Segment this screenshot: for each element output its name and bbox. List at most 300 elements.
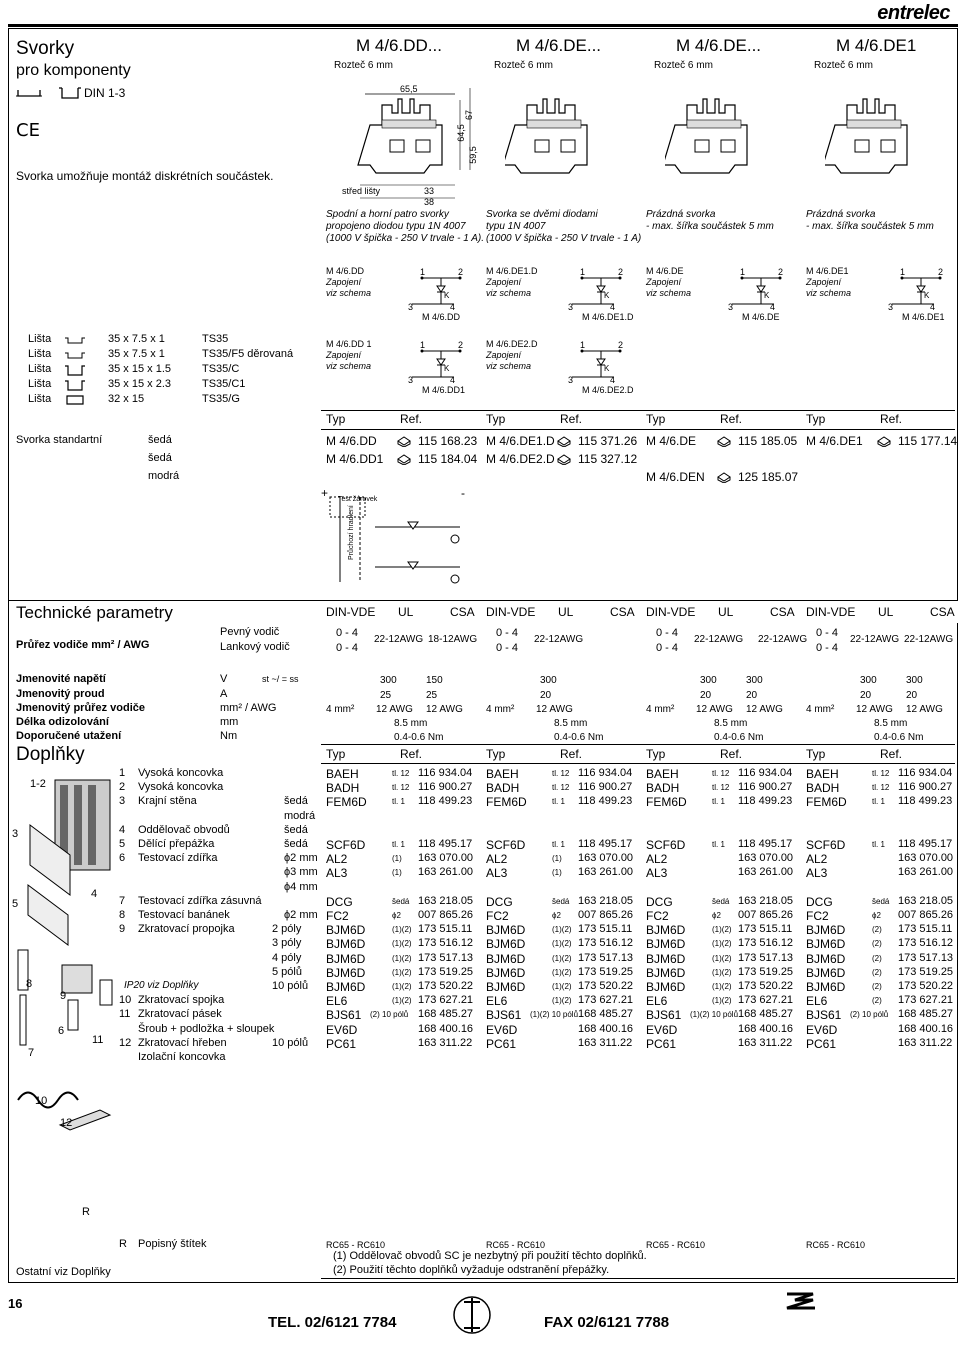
acc-type: FEM6D [806,795,847,810]
acc-type: FEM6D [326,795,367,810]
acc-type: FEM6D [646,795,687,810]
acc-qualifier: (2) [872,953,882,963]
acc-qualifier: (2) [872,996,882,1006]
param-value: 12 AWG [536,704,573,715]
acc-ref: 173 520.22 [418,980,474,992]
terminal-drawing-de1 [825,80,945,180]
param-extra: st ~/ = ss [262,674,299,684]
acc-qualifier: (2) [872,925,882,935]
param-value: 25 [426,690,438,701]
svg-text:2: 2 [618,267,624,277]
color-label: šedá [148,452,172,464]
column-description: Spodní a horní patro svorky [326,209,449,220]
acc-title: Doplňky [16,744,85,765]
acc-ref: 173 517.13 [738,951,794,964]
acc-qualifier: (1)(2) [392,982,412,991]
awg-range: 22-12AWG [904,634,954,645]
svg-text:3: 3 [728,302,734,312]
acc-name: Zkratovací propojka [138,923,235,936]
tech-head-dinvde: DIN-VDE [326,605,376,619]
acc-ref: 116 934.04 [898,767,953,779]
scheme-connection: Zapojení [646,277,682,287]
acc-ref: 168 400.16 [738,1022,794,1035]
acc-ref: 118 495.17 [418,838,473,850]
acc-type: BJM6D [806,937,846,952]
param-value: 300 [380,675,397,686]
acc-ref: 173 515.11 [418,923,473,936]
ref-header: Ref. [880,747,903,761]
svg-text:K: K [604,291,610,300]
rail-type: TS35/C1 [202,378,246,390]
accessory-drawing [10,770,120,1170]
param-value: 20 [700,690,712,701]
acc-qualifier: (1) [552,854,562,864]
param-value: 8.5 mm [874,718,908,729]
test-blocking-label: Průchozí hradlení [348,505,355,560]
acc-type: BJM6D [646,923,686,938]
acc-qualifier: (1)(2) [392,967,412,977]
typ-header: Typ [486,747,506,761]
acc-ref: 173 519.25 [578,965,634,978]
acc-qualifier: (2) 10 pólů [850,1010,889,1020]
acc-number: 6 [119,852,126,865]
acc-type: BJM6D [486,980,526,994]
tech-head-ul: UL [718,605,734,619]
acc-variant: 3 póly [272,937,302,950]
drawing-number: 6 [58,1025,65,1037]
column-title: M 4/6.DE... [676,36,762,55]
acc-type: SCF6D [326,838,366,852]
acc-type: DCG [326,894,353,909]
standard-type: M 4/6.DEN [646,470,705,484]
acc-type: AL3 [326,866,348,881]
color-label: šedá [148,434,172,446]
acc-type: BJM6D [326,980,366,994]
svg-text:K: K [444,364,450,373]
entrelec-mark-icon [783,1290,819,1312]
rail-name: Lišta [28,378,52,390]
acc-ref: 173 515.11 [738,923,793,936]
standard-ref: 115 327.12 [578,452,638,466]
standard-ref: 115 177.14 [898,434,958,448]
acc-type: BJM6D [806,951,846,966]
acc-type: BJM6D [646,937,686,952]
acc-ref: 007 865.26 [418,909,474,921]
param-label: Jmenovité napětí [16,673,106,685]
label-code: RC65 - RC610 [486,1240,546,1250]
scheme-see: viz schema [646,288,692,298]
acc-type: BADH [326,781,360,796]
param-value: 0.4-0.6 Nm [554,732,604,743]
param-value: 20 [860,690,872,701]
acc-type: AL3 [806,866,828,881]
acc-ref: 118 499.23 [898,795,953,808]
svg-text:K: K [764,291,770,300]
phone: TEL. 02/6121 7784 [268,1314,397,1331]
rail-icons [16,86,86,103]
svg-text:4: 4 [930,302,936,312]
acc-ref: 163 070.00 [898,852,954,865]
scheme-connection: Zapojení [326,350,362,360]
acc-variant: šedá [284,823,308,836]
acc-ref: 173 515.11 [898,923,953,936]
acc-type: PC61 [486,1036,517,1051]
stranded-wire-label: Lankový vodič [220,641,290,653]
acc-qualifier: (1)(2) [552,953,572,963]
param-value: 12 AWG [856,704,893,715]
acc-ref: 168 485.27 [738,1008,794,1021]
acc-ref: 118 495.17 [898,838,953,850]
range-stranded: 0 - 4 [336,642,359,654]
label-code: RC65 - RC610 [646,1240,706,1250]
acc-ref: 173 517.13 [418,951,474,964]
scheme-label: M 4/6.DD1 [422,385,466,395]
acc-type: SCF6D [806,838,846,852]
acc-type: BAEH [806,767,839,781]
param-value: 4 mm² [486,704,515,715]
acc-type: AL2 [486,852,508,867]
param-value: 12 AWG [906,704,943,715]
acc-variant: ϕ4 mm [284,880,318,893]
acc-type: BADH [806,781,840,796]
acc-type: EV6D [806,1022,838,1037]
standard-type: M 4/6.DD [326,434,377,448]
param-value: 300 [540,675,557,686]
acc-qualifier: tl. 12 [712,783,730,793]
awg-range: 22-12AWG [758,634,808,645]
scheme-label: M 4/6.DE2.D [582,385,634,395]
acc-ref: 116 900.27 [898,781,953,794]
drawing-number: 11 [92,1034,104,1046]
acc-qualifier: (1)(2) [392,953,412,963]
svg-text:4: 4 [450,302,456,312]
acc-qualifier: tl. 12 [872,769,890,778]
scheme-see: viz schema [326,361,372,371]
terminal-drawing-de [505,80,625,180]
acc-type: BAEH [326,767,359,781]
acc-qualifier: (1) [392,868,402,878]
acc-ref: 173 520.22 [898,980,954,992]
acc-number: 8 [119,909,126,921]
drawing-number: 7 [28,1047,35,1059]
acc-type: EL6 [806,994,828,1009]
acc-type: AL3 [646,866,668,881]
acc-variant: 2 póly [272,923,302,936]
rail-dimensions: 32 x 15 [108,393,145,405]
acc-variant: šedá [284,795,308,808]
column-pitch: Rozteč 6 mm [654,60,713,71]
dim-height-1: 64,5 [455,124,466,142]
svg-text:3: 3 [888,302,894,312]
awg-range: 22-12AWG [850,634,900,645]
acc-ref: 173 519.25 [898,965,954,978]
acc-type: BJM6D [326,965,366,980]
scheme-see: viz schema [486,288,532,298]
acc-ref: 163 070.00 [578,852,634,865]
acc-ref: 173 627.21 [418,994,474,1007]
scheme-see: viz schema [486,361,532,371]
param-label: Délka odizolování [16,716,109,728]
scheme-connection: Zapojení [326,277,362,287]
acc-qualifier: tl. 1 [392,797,405,807]
acc-qualifier: (1)(2) [712,953,732,963]
acc-variant: ϕ2 mm [284,852,318,865]
acc-ref: 163 218.05 [898,894,954,907]
acc-type: FC2 [326,909,349,923]
page-subtitle: pro komponenty [16,62,131,79]
acc-number: 9 [119,923,126,936]
acc-ref: 007 865.26 [578,909,634,921]
rail-dimensions: 35 x 15 x 2.3 [108,378,171,390]
acc-name: Izolační koncovka [138,1051,226,1063]
svg-text:4: 4 [770,302,776,312]
scheme-see: viz schema [326,288,372,298]
acc-number: 4 [119,823,126,836]
standard-label: Svorka standartní [16,434,103,446]
standard-type: M 4/6.DE1 [806,434,863,448]
param-value: 8.5 mm [714,718,748,729]
acc-ref: 116 900.27 [418,781,473,794]
acc-type: BJM6D [646,951,686,966]
param-value: 0.4-0.6 Nm [394,732,444,743]
acc-qualifier: tl. 12 [392,769,410,778]
acc-ref: 163 070.00 [738,852,794,865]
acc-ref: 163 218.05 [738,894,794,907]
acc-qualifier: tl. 1 [552,797,565,807]
standard-ref: 115 168.23 [418,434,478,448]
acc-qualifier: (1)(2) [552,967,572,977]
acc-type: EV6D [646,1022,678,1037]
acc-type: AL2 [806,852,828,867]
acc-qualifier: (1)(2) 10 pólů [690,1010,739,1020]
drawing-number: R [82,1206,90,1218]
acc-qualifier: (1)(2) 10 pólů [530,1010,579,1020]
param-value: 8.5 mm [554,718,588,729]
scheme-label: M 4/6.DE [742,312,780,322]
acc-type: BJM6D [486,923,526,938]
scheme-name: M 4/6.DE1 [806,266,849,276]
acc-ref: 118 499.23 [738,795,793,808]
page-number: 16 [8,1296,23,1311]
acc-qualifier: (1)(2) [392,925,412,935]
typ-header: Typ [806,747,826,761]
color-label: modrá [148,470,180,482]
acc-name: Zkratovací pásek [138,1008,222,1021]
label-code: RC65 - RC610 [806,1240,866,1250]
ce-mark: CE [16,120,40,141]
param-value: 300 [700,675,717,686]
acc-ref: 163 070.00 [418,852,474,865]
svg-text:1: 1 [580,267,586,277]
acc-qualifier: (2) [872,982,882,991]
acc-qualifier: tl. 1 [552,840,565,849]
acc-type: SCF6D [646,838,686,852]
rail-type: TS35 [202,333,229,345]
acc-type: BJM6D [326,951,366,966]
typ-header: Typ [646,747,666,761]
param-value: 150 [426,675,443,686]
acc-qualifier: (1)(2) [552,925,572,935]
acc-type: EL6 [486,994,508,1009]
svg-text:4: 4 [610,302,616,312]
cross-section-label: Průřez vodiče mm² / AWG [16,639,150,651]
standard-ref: 115 371.26 [578,434,638,448]
acc-type: BJM6D [646,980,686,994]
column-description: Prázdná svorka [806,209,876,220]
ref-header: Ref. [560,412,583,426]
acc-type: EL6 [646,994,668,1009]
acc-type: BJS61 [806,1008,842,1023]
rail-name: Lišta [28,348,52,360]
tech-head-ul: UL [878,605,894,619]
acc-ref: 118 495.17 [578,838,633,850]
acc-qualifier: šedá [712,896,730,906]
header-rule [8,24,958,27]
svg-text:1: 1 [740,267,746,277]
acc-qualifier: (1)(2) [552,982,572,991]
standard-type: M 4/6.DE2.D [486,452,555,466]
acc-qualifier: tl. 1 [392,840,405,849]
page-title: Svorky [16,38,75,59]
acc-ref: 173 519.25 [738,965,794,978]
svg-text:2: 2 [778,267,784,277]
acc-ref: 173 627.21 [738,994,794,1007]
column-title: M 4/6.DE1 [836,36,917,55]
param-value: 0.4-0.6 Nm [714,732,764,743]
acc-type: FC2 [486,909,509,923]
label-code: RC65 - RC610 [326,1240,386,1250]
ref-header: Ref. [560,747,583,761]
acc-ref: 173 627.21 [578,994,634,1007]
column-pitch: Rozteč 6 mm [814,60,873,71]
acc-name: Zkratovací hřeben [138,1036,227,1049]
acc-type: BJS61 [486,1008,522,1023]
acc-number: 3 [119,795,126,808]
drawing-number: 5 [12,898,19,910]
acc-ref: 168 400.16 [418,1022,474,1035]
column-description: typu 1N 4007 [486,221,546,232]
rail-dimensions: 35 x 7.5 x 1 [108,348,165,360]
dim-33: 33 [424,186,435,196]
acc-variant: 10 pólů [272,980,309,992]
param-unit: mm [220,716,239,728]
fax: FAX 02/6121 7788 [544,1314,670,1331]
acc-qualifier: (1)(2) [712,996,732,1006]
awg-range: 22-12AWG [374,634,424,645]
acc-qualifier: šedá [392,896,410,906]
acc-name: Testovací zdířka [138,852,218,865]
param-unit: Nm [220,730,238,742]
param-unit: A [220,688,228,700]
acc-qualifier: (2) [872,967,882,977]
acc-variant: šedá [284,838,308,850]
scheme-label: M 4/6.DE1.D [582,312,634,322]
acc-type: DCG [486,894,513,909]
acc-qualifier: (1) [392,854,402,864]
param-label: Jmenovitý proud [16,688,105,700]
scheme-name: M 4/6.DD 1 [326,339,372,349]
acc-name: Vysoká koncovka [138,781,224,794]
acc-type: BADH [646,781,680,796]
range-stranded: 0 - 4 [816,642,839,654]
rail-name: Lišta [28,363,52,375]
param-value: 300 [860,675,877,686]
standard-type: M 4/6.DD1 [326,452,384,466]
range-solid: 0 - 4 [816,627,839,639]
param-value: 4 mm² [646,704,675,715]
param-value: 20 [540,690,552,701]
param-value: 12 AWG [426,704,463,715]
column-pitch: Rozteč 6 mm [494,60,553,71]
param-value: 300 [906,675,923,686]
acc-variant: ϕ3 mm [284,866,318,879]
acc-type: FC2 [806,909,829,923]
acc-type: BADH [486,781,520,796]
acc-type: BJM6D [326,923,366,938]
param-value: 4 mm² [806,704,835,715]
scheme-name: M 4/6.DE2.D [486,339,538,349]
acc-variant: modrá [284,809,316,822]
acc-name: Dělící přepážka [138,838,215,850]
rail-profile-icon [64,349,86,364]
range-solid: 0 - 4 [496,627,519,639]
acc-type: BJM6D [326,937,366,952]
param-label: Jmenovitý průřez vodiče [16,702,145,714]
param-value: 20 [746,690,758,701]
solid-wire-label: Pevný vodič [220,626,280,638]
typ-header: Typ [806,412,826,426]
acc-type: EV6D [486,1022,518,1037]
acc-qualifier: ϕ2 [712,911,721,920]
acc-ref: 163 311.22 [418,1036,473,1049]
acc-qualifier: (2) 10 pólů [370,1010,409,1020]
ref-header: Ref. [400,412,423,426]
dim-38: 38 [424,197,435,207]
acc-ref: 116 900.27 [738,781,793,794]
other-note: Ostatní viz Doplňky [16,1266,111,1278]
acc-qualifier: tl. 12 [712,769,730,778]
typ-header: Typ [486,412,506,426]
param-value: 25 [380,690,392,701]
acc-type: DCG [646,894,673,909]
package-icon [396,435,412,450]
param-label: Doporučené utažení [16,730,122,742]
svg-text:K: K [924,291,930,300]
acc-qualifier: šedá [552,896,570,906]
svg-text:1: 1 [420,340,426,350]
rail-dimensions: 35 x 15 x 1.5 [108,363,171,375]
standard-ref: 115 184.04 [418,452,478,466]
param-value: 8.5 mm [394,718,428,729]
svg-text:3: 3 [408,302,414,312]
acc-qualifier: (1)(2) [392,939,412,949]
acc-number: 11 [119,1008,131,1021]
acc-ref: 173 516.12 [738,937,794,950]
acc-ref: 173 516.12 [418,937,474,950]
tech-head-dinvde: DIN-VDE [646,605,696,619]
acc-type: FEM6D [486,795,527,810]
acc-number: 2 [119,781,126,794]
rail-profile-icon [64,394,86,409]
acc-name: IP20 viz Doplňky [124,980,199,991]
param-unit: mm² / AWG [220,702,277,714]
acc-type: BJM6D [806,965,846,980]
test-plus: + [321,486,329,500]
tech-head-ul: UL [558,605,574,619]
tech-head-csa: CSA [450,605,475,619]
acc-ref: 163 218.05 [418,894,474,907]
column-description: (1000 V špička - 250 V trvale - 1 A) [486,233,642,244]
